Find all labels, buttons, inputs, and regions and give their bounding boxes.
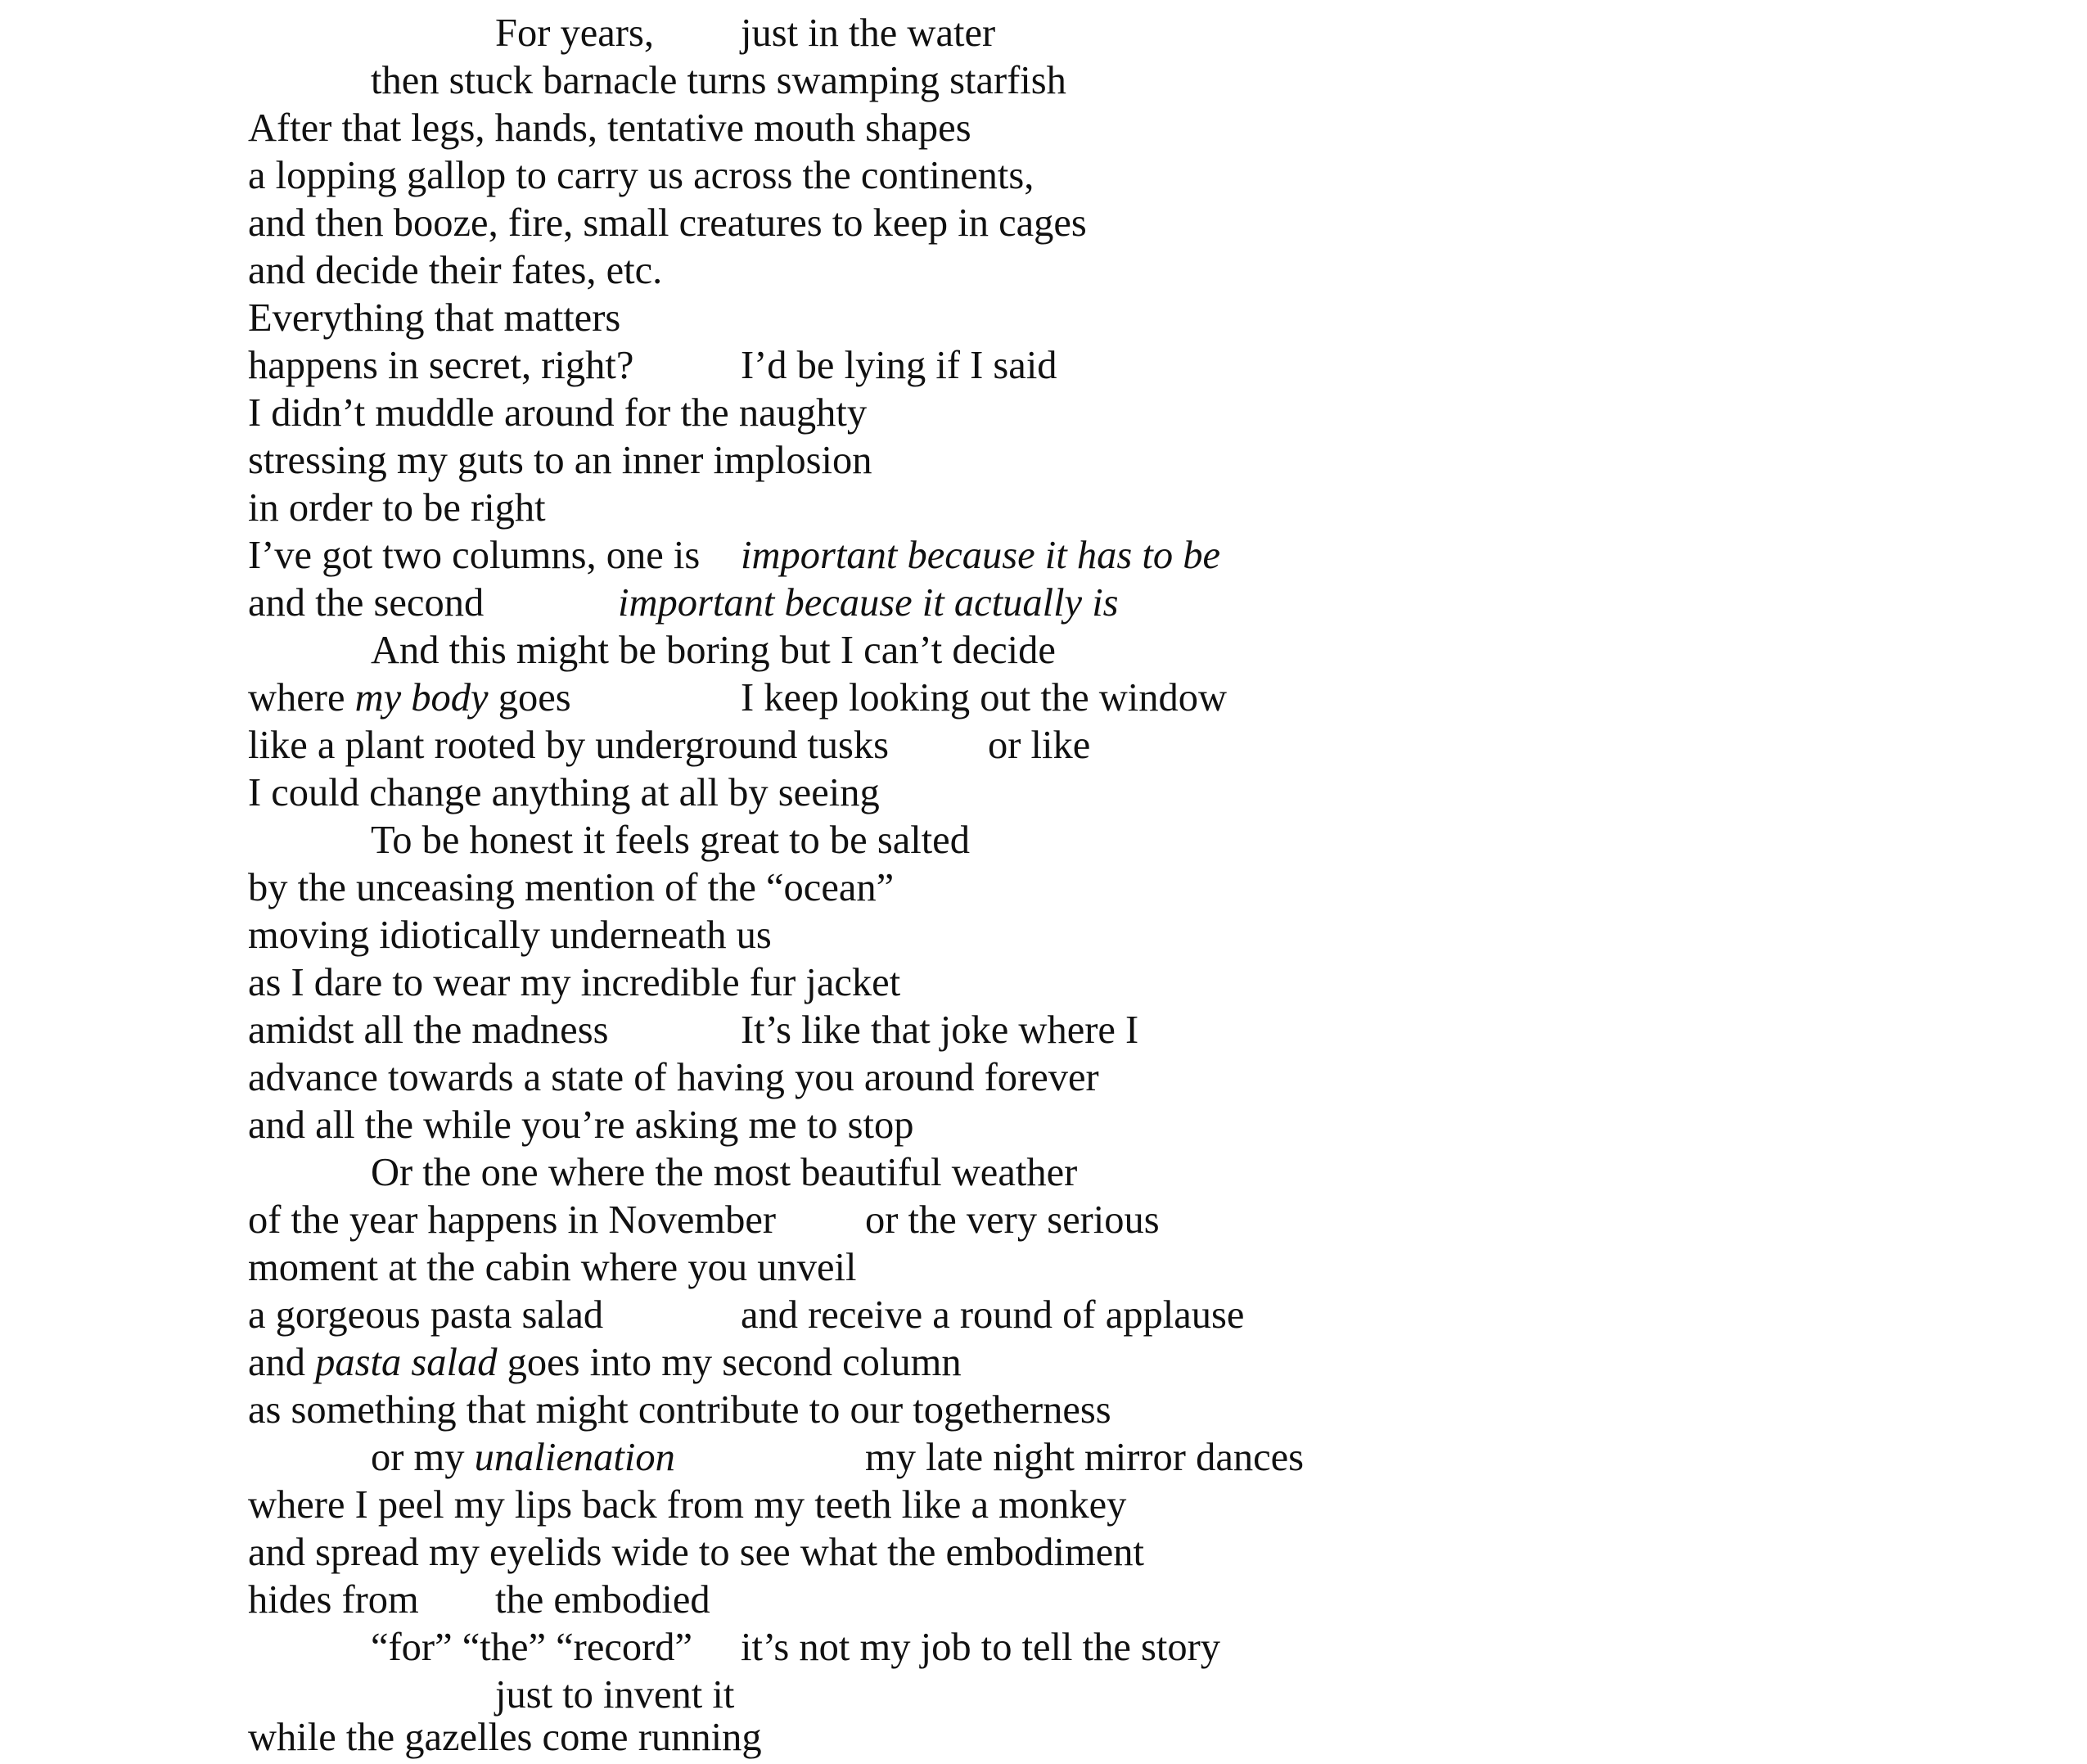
- poem-line: [0, 1244, 2087, 1292]
- line-text: just to invent it: [495, 1673, 735, 1717]
- line-text: hides from: [248, 1578, 419, 1622]
- poem-line: [0, 200, 2087, 247]
- poem-line: [0, 1529, 2087, 1577]
- poem-line: [0, 390, 2087, 437]
- line-text: by the unceasing mention of the “ocean”: [248, 866, 895, 909]
- line-text: and receive a round of applause: [741, 1293, 1245, 1337]
- line-text-part: or my: [371, 1436, 475, 1479]
- line-text: and then booze, fire, small creatures to keep in cages: [248, 201, 1087, 245]
- line-text: [371, 1434, 675, 1482]
- poem-line: [0, 674, 2087, 722]
- line-text-italic: important because it actually is: [618, 581, 1119, 625]
- line-text-italic: my body: [354, 676, 489, 720]
- line-text: as I dare to wear my incredible fur jacket: [248, 961, 901, 1004]
- line-text: amidst all the madness: [248, 1008, 609, 1052]
- poem-line: [0, 1672, 2087, 1719]
- line-text: Or the one where the most beautiful weather: [371, 1151, 1078, 1194]
- line-text-italic: pasta salad: [315, 1341, 498, 1384]
- poem-line: [0, 912, 2087, 959]
- line-text: or like: [988, 724, 1091, 767]
- poem-line: [0, 627, 2087, 674]
- poem-line: [0, 10, 2087, 57]
- line-text-part: and: [248, 1341, 316, 1384]
- poem-line: [0, 959, 2087, 1007]
- poem-line: [0, 1482, 2087, 1529]
- line-text: moving idiotically underneath us: [248, 914, 772, 957]
- poem-line: [0, 1624, 2087, 1672]
- line-text: or the very serious: [865, 1198, 1160, 1242]
- line-text: “for” “the” “record”: [371, 1626, 693, 1669]
- line-text: [248, 674, 571, 722]
- poem-line: [0, 342, 2087, 390]
- line-text-italic: important because it has to be: [741, 534, 1220, 577]
- line-text: And this might be boring but I can’t decide: [371, 629, 1056, 672]
- poem-line: [0, 580, 2087, 627]
- line-text: To be honest it feels great to be salted: [371, 819, 970, 862]
- poem-line: [0, 152, 2087, 200]
- poem-line: [0, 1387, 2087, 1434]
- poem-line: [0, 247, 2087, 295]
- line-text: in order to be right: [248, 486, 546, 530]
- poem-line: [0, 532, 2087, 580]
- line-text: a gorgeous pasta salad: [248, 1293, 604, 1337]
- line-text: I didn’t muddle around for the naughty: [248, 391, 868, 435]
- line-text: stressing my guts to an inner implosion: [248, 439, 872, 482]
- poem-line: [0, 1197, 2087, 1244]
- line-text: and decide their fates, etc.: [248, 249, 663, 292]
- poem-line: [0, 1102, 2087, 1149]
- poem-line: [0, 769, 2087, 817]
- line-text: [248, 1339, 962, 1387]
- line-text: It’s like that joke where I: [741, 1008, 1139, 1052]
- line-text: while the gazelles come running: [248, 1716, 762, 1759]
- line-text: as something that might contribute to our togetherness: [248, 1388, 1111, 1432]
- line-text: and all the while you’re asking me to stop: [248, 1103, 914, 1147]
- line-text-part: goes into my second column: [497, 1341, 962, 1384]
- poem-line: [0, 1714, 2087, 1762]
- poem-line: [0, 722, 2087, 769]
- line-text: like a plant rooted by underground tusks: [248, 724, 890, 767]
- line-text: moment at the cabin where you unveil: [248, 1246, 857, 1289]
- line-text: the embodied: [495, 1578, 710, 1622]
- line-text: it’s not my job to tell the story: [741, 1626, 1221, 1669]
- line-text-part: goes: [488, 676, 571, 720]
- line-text: Everything that matters: [248, 296, 621, 340]
- line-text: where I peel my lips back from my teeth like a monkey: [248, 1483, 1127, 1527]
- line-text-part: where: [248, 676, 355, 720]
- line-text: and the second: [248, 581, 485, 625]
- poem-line: [0, 1434, 2087, 1482]
- line-text: of the year happens in November: [248, 1198, 777, 1242]
- poem-line: [0, 817, 2087, 864]
- poem-line: [0, 1339, 2087, 1387]
- line-text: advance towards a state of having you around forever: [248, 1056, 1099, 1099]
- poem-line: [0, 437, 2087, 485]
- line-text-italic: unalienation: [474, 1436, 675, 1479]
- line-text: I keep looking out the window: [741, 676, 1228, 720]
- poem-line: [0, 295, 2087, 342]
- line-text: For years,: [495, 11, 654, 55]
- poem-line: [0, 1577, 2087, 1624]
- poem-line: [0, 1292, 2087, 1339]
- line-text: just in the water: [741, 11, 996, 55]
- poem-line: [0, 864, 2087, 912]
- line-text: I’d be lying if I said: [741, 344, 1057, 387]
- line-text: I could change anything at all by seeing: [248, 771, 880, 814]
- poem-line: [0, 1054, 2087, 1102]
- poem-line: [0, 105, 2087, 152]
- line-text: a lopping gallop to carry us across the continents,: [248, 154, 1034, 197]
- poem-line: [0, 1007, 2087, 1054]
- line-text: my late night mirror dances: [865, 1436, 1305, 1479]
- poem-line: [0, 57, 2087, 105]
- poem-line: [0, 485, 2087, 532]
- line-text: happens in secret, right?: [248, 344, 634, 387]
- line-text: then stuck barnacle turns swamping starfish: [371, 59, 1066, 102]
- line-text: I’ve got two columns, one is: [248, 534, 701, 577]
- line-text: and spread my eyelids wide to see what the embodiment: [248, 1531, 1144, 1574]
- line-text: After that legs, hands, tentative mouth shapes: [248, 106, 971, 150]
- poem-line: [0, 1149, 2087, 1197]
